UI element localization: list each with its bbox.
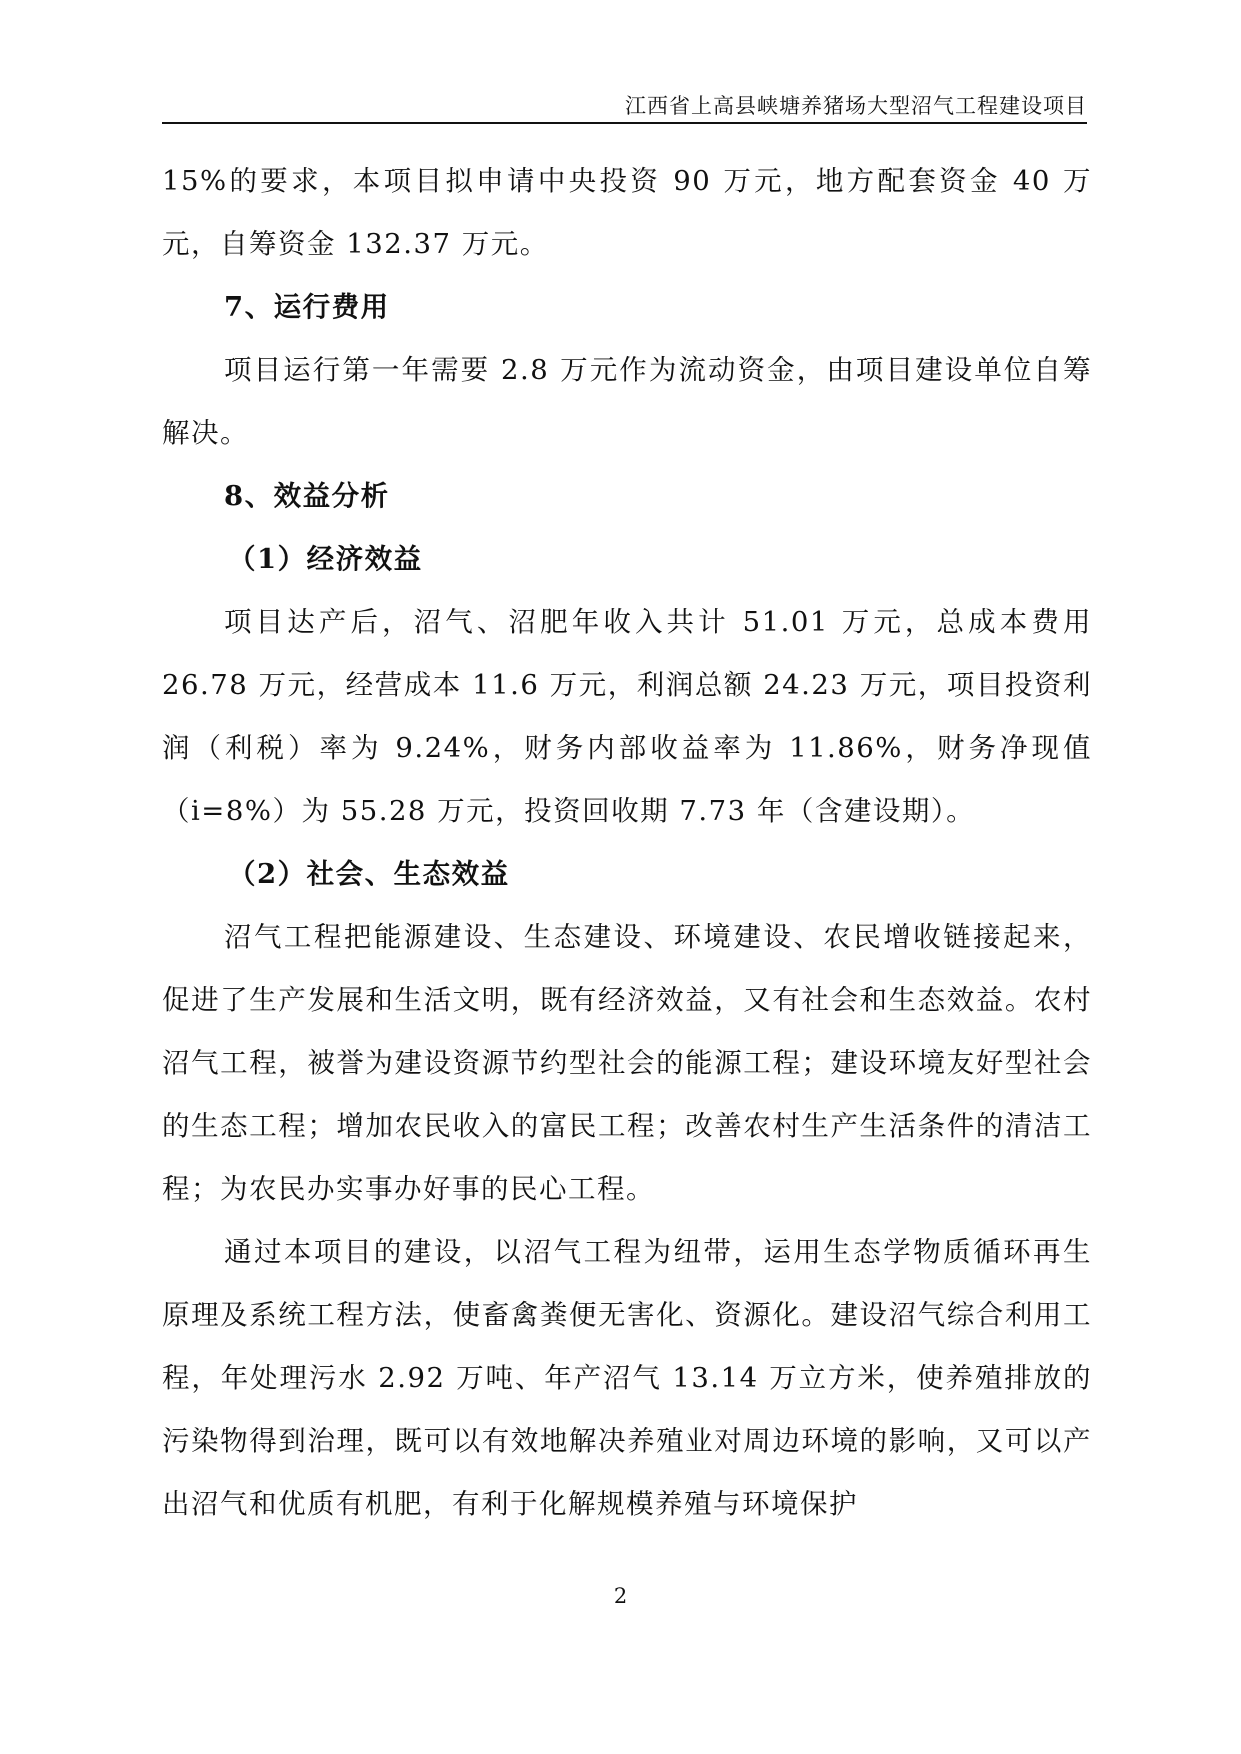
paragraph-operating-cost: 项目运行第一年需要 2.8 万元作为流动资金，由项目建设单位自筹解决。 <box>162 354 1092 449</box>
paragraph-investment: 15%的要求，本项目拟申请中央投资 90 万元，地方配套资金 40 万元，自筹资金 132.37 万元。 <box>162 165 1092 260</box>
subheading-economic-benefit: （1）经济效益 <box>228 543 423 575</box>
page-number: 2 <box>613 1584 628 1608</box>
section-heading-operating-cost: 7、运行费用 <box>224 291 390 323</box>
subheading-social-ecological-benefit: （2）社会、生态效益 <box>228 858 510 890</box>
paragraph-economic-benefit: 项目达产后，沼气、沼肥年收入共计 51.01 万元，总成本费用 26.78 万元，经营成本 11.6 万元，利润总额 24.23 万元，项目投资利润（利税）率为 9.24%，财务内部收益率为 11.86%，财务净现值（i=8%）为 55.28 万元，投资回收期 7.73 年（含建设期）。 <box>162 606 1092 827</box>
paragraph-social-benefit: 沼气工程把能源建设、生态建设、环境建设、农民增收链接起来，促进了生产发展和生活文明，既有经济效益，又有社会和生态效益。农村沼气工程，被誉为建设资源节约型社会的能源工程；建设环境友好型社会的生态工程；增加农民收入的富民工程；改善农村生产生活条件的清洁工程；为农民办实事办好事的民心工程。 <box>162 921 1092 1205</box>
section-heading-benefit-analysis: 8、效益分析 <box>224 480 390 512</box>
paragraph-project-construction: 通过本项目的建设，以沼气工程为纽带，运用生态学物质循环再生原理及系统工程方法，使畜禽粪便无害化、资源化。建设沼气综合利用工程，年处理污水 2.92 万吨、年产沼气 13.14 万立方米，使养殖排放的污染物得到治理，既可以有效地解决养殖业对周边环境的影响，又可以产出沼气和优质有机肥，有利于化解规模养殖与环境保护 <box>162 1236 1092 1520</box>
page-header <box>162 84 1087 124</box>
document-body <box>162 150 1092 1536</box>
header-title: 江西省上高县峡塘养猪场大型沼气工程建设项目 <box>625 94 1087 118</box>
